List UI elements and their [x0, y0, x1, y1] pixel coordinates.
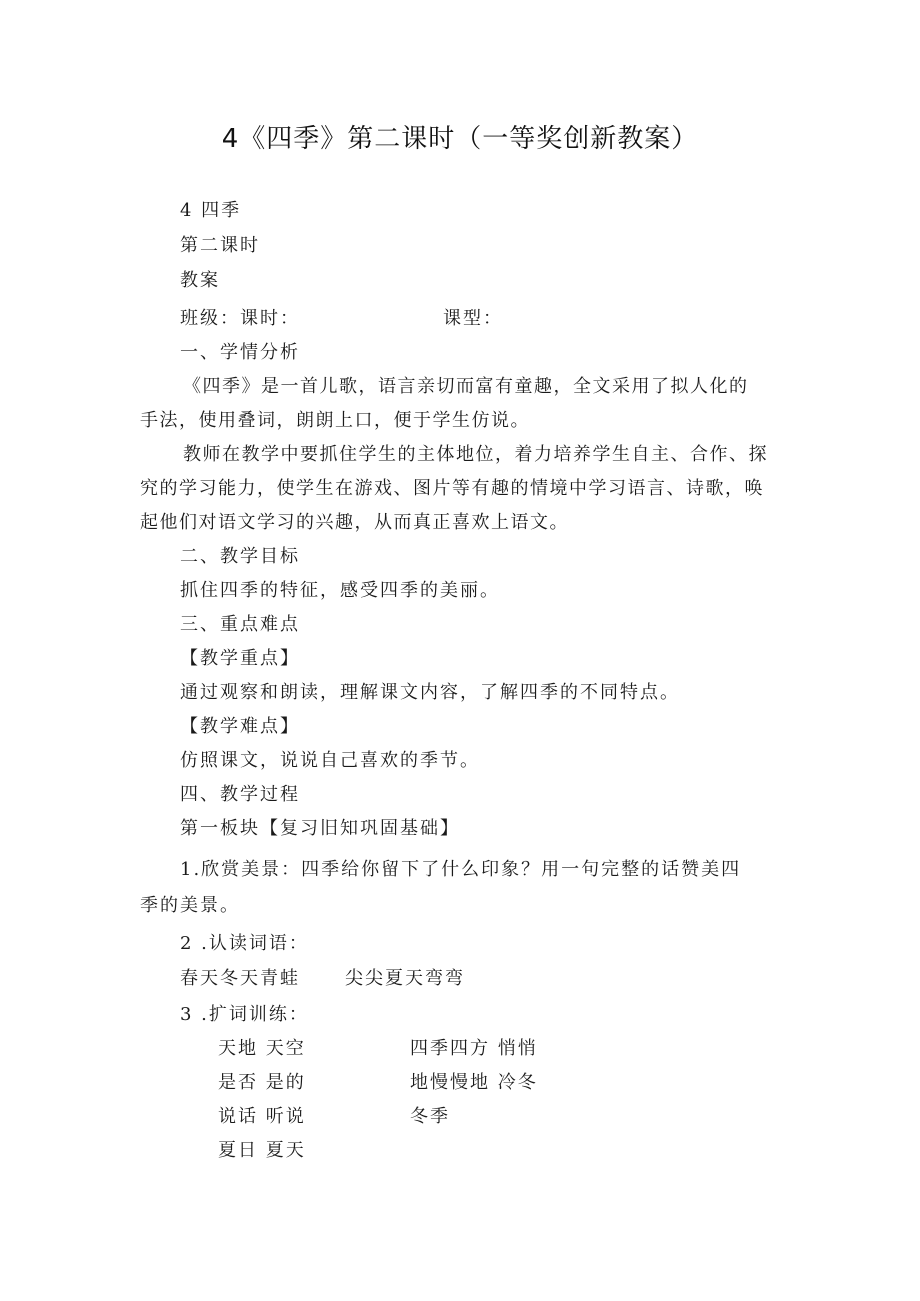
paragraph-line: 究的学习能力，使学生在游戏、图片等有趣的情境中学习语言、诗歌，唤 — [140, 478, 764, 499]
list-item: 3 .扩词训练： — [180, 1004, 309, 1025]
word-pair: 说话 听说 — [218, 1106, 306, 1127]
lesson-period: 第二课时 — [180, 235, 260, 256]
word-pair: 地慢慢地 冷冬 — [410, 1072, 538, 1093]
paragraph-line: 起他们对语文学习的兴趣，从而真正喜欢上语文。 — [140, 512, 569, 533]
difficulty-label: 【教学难点】 — [180, 716, 300, 737]
section-heading: 三、重点难点 — [180, 614, 300, 635]
section-heading: 一、学情分析 — [180, 342, 300, 363]
word-pair: 是否 是的 — [218, 1072, 306, 1093]
lesson-number: 4 四季 — [180, 200, 242, 221]
lesson-type: 课型： — [443, 308, 503, 329]
document-title: 4《四季》第二课时（一等奖创新教案） — [221, 124, 699, 154]
paragraph-line: 《四季》是一首儿歌，语言亲切而富有童趣，全文采用了拟人化的 — [183, 376, 749, 397]
word-group: 尖尖夏天弯弯 — [345, 968, 465, 989]
block-heading: 第一板块【复习旧知巩固基础】 — [180, 818, 460, 839]
list-item: 2 .认读词语： — [180, 933, 309, 954]
word-pair: 夏日 夏天 — [218, 1140, 306, 1161]
class-info: 班级：课时： — [180, 308, 300, 329]
list-item: 1.欣赏美景：四季给你留下了什么印象？用一句完整的话赞美四 — [180, 859, 742, 880]
word-group: 春天冬天青蛙 — [180, 968, 300, 989]
list-item: 季的美景。 — [140, 895, 240, 916]
word-pair: 四季四方 悄悄 — [410, 1038, 538, 1059]
paragraph-line: 教师在教学中要抓住学生的主体地位，着力培养学生自主、合作、探 — [183, 444, 768, 465]
paragraph-line: 仿照课文，说说自己喜欢的季节。 — [180, 750, 480, 771]
paragraph-line: 通过观察和朗读，理解课文内容，了解四季的不同特点。 — [180, 682, 680, 703]
section-heading: 四、教学过程 — [180, 784, 300, 805]
paragraph-line: 抓住四季的特征，感受四季的美丽。 — [180, 580, 500, 601]
document-type: 教案 — [180, 270, 220, 291]
word-pair: 天地 天空 — [218, 1038, 306, 1059]
section-heading: 二、教学目标 — [180, 546, 300, 567]
paragraph-line: 手法，使用叠词，朗朗上口，便于学生仿说。 — [140, 410, 530, 431]
word-pair: 冬季 — [410, 1106, 450, 1127]
key-point-label: 【教学重点】 — [180, 648, 300, 669]
